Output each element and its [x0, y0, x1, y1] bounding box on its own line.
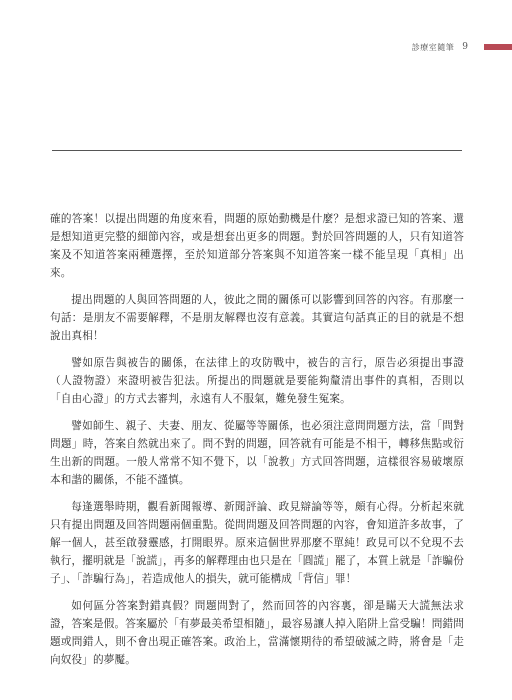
paragraph-3: 譬如原告與被告的關係，在法律上的攻防戰中，被告的言行，原告必須提出事證（人證物證）來證明被告犯法。所提出的問題就是要能夠釐清出事件的真相，否則以「自由心證」的方式去審判，永遠有人不服氣，難免發生冤案。 [50, 357, 464, 405]
header-accent-bar [484, 44, 512, 50]
paragraph-2: 提出問題的人與回答問題的人，彼此之間的關係可以影響到回答的內容。有那麼一句話：是朋友不需要解釋，不是朋友解釋也沒有意義。其實這句話真正的目的就是不想說出真相！ [50, 294, 464, 342]
paragraph-5: 每逢選舉時期，觀看新聞報導、新聞評論、政見辯論等等，頗有心得。分析起來就只有提出問題及回答問題兩個重點。從問問題及回答問題的內容，會知道許多故事，了解一個人，甚至啟發靈感，打開眼界。原來這個世界那麼不單純！政見可以不兌現不去執行，擺明就是「說謊」，再多的解釋理由也只是在「圓謊」罷了，本質上就是「詐騙份子」、「詐騙行為」，若造成他人的損失，就可能構成「背信」罪！ [50, 501, 464, 585]
body-text [50, 210, 464, 678]
section-divider [52, 150, 462, 151]
page-number: 9 [462, 42, 468, 52]
paragraph-4: 譬如師生、親子、夫妻、朋友、從屬等等關係，也必須注意問問題方法，當「問對問題」時，答案自然就出來了。問不對的問題，回答就有可能是不相干，轉移焦點或衍生出新的問題。一般人常常不知不覺下，以「說教」方式回答問題，這樣很容易破壞原本和諧的關係，不能不謹慎。 [50, 420, 464, 486]
paragraph-1: 確的答案！以提出問題的角度來看，問題的原始動機是什麼？是想求證已知的答案、還是想知道更完整的細節內容，或是想套出更多的問題。對於回答問題的人，只有知道答案及不知道答案兩種選擇，至於知道部分答案與不知道答案一樣不能呈現「真相」出來。 [50, 213, 464, 279]
paragraph-6: 如何區分答案對錯真假？問題問對了，然而回答的內容裏，卻是瞞天大謊無法求證，答案是假。答案屬於「有夢最美希望相隨」，最容易讓人掉入陷阱上當受騙！問錯問題或問錯人，則不會出現正確答案。政治上，當滿懷期待的希望破滅之時，將會是「走向奴役」的夢魘。 [50, 600, 464, 666]
running-header-title: 診療室隨筆 [411, 42, 455, 52]
page-header [412, 40, 512, 54]
